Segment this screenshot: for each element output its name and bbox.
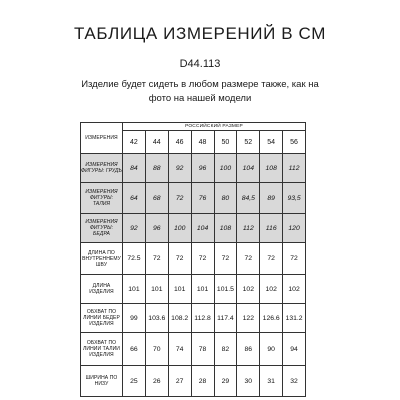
size-header: 56 — [283, 131, 306, 154]
row-label: ОБХВАТ ПО ЛИНИИ БЕДЕР ИЗДЕЛИЯ — [81, 304, 123, 333]
table-cell: 92 — [123, 214, 146, 243]
table-cell: 100 — [214, 154, 237, 183]
table-cell: 76 — [191, 183, 214, 214]
table-cell: 25 — [123, 366, 146, 397]
table-cell: 117.4 — [214, 304, 237, 333]
row-label: ДЛИНА ИЗДЕЛИЯ — [81, 275, 123, 304]
table-cell: 72 — [168, 243, 191, 275]
size-header: 50 — [214, 131, 237, 154]
table-cell: 92 — [168, 154, 191, 183]
table-cell: 103.6 — [145, 304, 168, 333]
table-row-waist-girth — [81, 333, 306, 366]
table-cell: 72 — [168, 183, 191, 214]
table-cell: 102 — [283, 275, 306, 304]
row-label: ДЛИНА ПО ВНУТРЕННЕМУ ШВУ — [81, 243, 123, 275]
table-cell: 72 — [214, 243, 237, 275]
table-cell: 82 — [214, 333, 237, 366]
table-cell: 31 — [260, 366, 283, 397]
table-cell: 104 — [237, 154, 260, 183]
table-cell: 84 — [123, 154, 146, 183]
table-cell: 72 — [191, 243, 214, 275]
table-cell: 116 — [260, 214, 283, 243]
size-header: 54 — [260, 131, 283, 154]
table-cell: 122 — [237, 304, 260, 333]
table-cell: 74 — [168, 333, 191, 366]
corner-label: ИЗМЕРЕНИЯ — [81, 123, 123, 154]
table-cell: 108 — [260, 154, 283, 183]
table-cell: 112 — [283, 154, 306, 183]
table-row-waist — [81, 183, 306, 214]
row-label: ИЗМЕРЕНИЯ ФИГУРЫ: ГРУДЬ — [81, 154, 123, 183]
table-row-hip-girth — [81, 304, 306, 333]
fit-note: Изделие будет сидеть в любом размере также, как на фото на нашей модели — [81, 79, 319, 104]
size-header: 52 — [237, 131, 260, 154]
size-header: 46 — [168, 131, 191, 154]
table-cell: 86 — [237, 333, 260, 366]
table-cell: 96 — [145, 214, 168, 243]
table-row-inseam — [81, 243, 306, 275]
row-label: ШИРИНА ПО НИЗУ — [81, 366, 123, 397]
table-cell: 126.6 — [260, 304, 283, 333]
table-cell: 93,5 — [283, 183, 306, 214]
table-cell: 72 — [260, 243, 283, 275]
page-title: ТАБЛИЦА ИЗМЕРЕНИЙ В СМ — [74, 24, 326, 43]
table-cell: 26 — [145, 366, 168, 397]
table-cell: 78 — [191, 333, 214, 366]
table-cell: 104 — [191, 214, 214, 243]
table-cell: 84,5 — [237, 183, 260, 214]
table-cell: 108 — [214, 214, 237, 243]
table-cell: 89 — [260, 183, 283, 214]
table-cell: 28 — [191, 366, 214, 397]
table-cell: 102 — [260, 275, 283, 304]
table-cell: 68 — [145, 183, 168, 214]
table-cell: 27 — [168, 366, 191, 397]
table-cell: 80 — [214, 183, 237, 214]
row-label: ИЗМЕРЕНИЯ ФИГУРЫ: БЕДРА — [81, 214, 123, 243]
table-cell: 99 — [123, 304, 146, 333]
table-row-hem-width — [81, 366, 306, 397]
row-label: ОБХВАТ ПО ЛИНИИ ТАЛИИ ИЗДЕЛИЯ — [81, 333, 123, 366]
table-cell: 29 — [214, 366, 237, 397]
table-row-chest — [81, 154, 306, 183]
table-cell: 120 — [283, 214, 306, 243]
row-label: ИЗМЕРЕНИЯ ФИГУРЫ: ТАЛИЯ — [81, 183, 123, 214]
table-cell: 88 — [145, 154, 168, 183]
size-table — [80, 122, 306, 397]
table-row-hips — [81, 214, 306, 243]
table-cell: 30 — [237, 366, 260, 397]
article-code: D44.113 — [179, 58, 221, 70]
size-system-caption: РОССИЙСКИЙ РАЗМЕР — [123, 123, 306, 131]
table-cell: 66 — [123, 333, 146, 366]
table-cell: 96 — [191, 154, 214, 183]
table-cell: 102 — [237, 275, 260, 304]
table-cell: 131.2 — [283, 304, 306, 333]
table-cell: 72 — [145, 243, 168, 275]
table-cell: 94 — [283, 333, 306, 366]
table-cell: 101 — [168, 275, 191, 304]
table-cell: 112 — [237, 214, 260, 243]
table-cell: 32 — [283, 366, 306, 397]
size-header: 44 — [145, 131, 168, 154]
table-cell: 108.2 — [168, 304, 191, 333]
table-cell: 90 — [260, 333, 283, 366]
table-cell: 101 — [191, 275, 214, 304]
table-cell: 72 — [283, 243, 306, 275]
table-cell: 64 — [123, 183, 146, 214]
table-cell: 101 — [145, 275, 168, 304]
table-cell: 101.5 — [214, 275, 237, 304]
table-cell: 101 — [123, 275, 146, 304]
table-row-length — [81, 275, 306, 304]
table-cell: 100 — [168, 214, 191, 243]
size-header: 42 — [123, 131, 146, 154]
table-cell: 112.8 — [191, 304, 214, 333]
size-header: 48 — [191, 131, 214, 154]
table-cell: 70 — [145, 333, 168, 366]
table-cell: 72 — [237, 243, 260, 275]
table-cell: 72.5 — [123, 243, 146, 275]
